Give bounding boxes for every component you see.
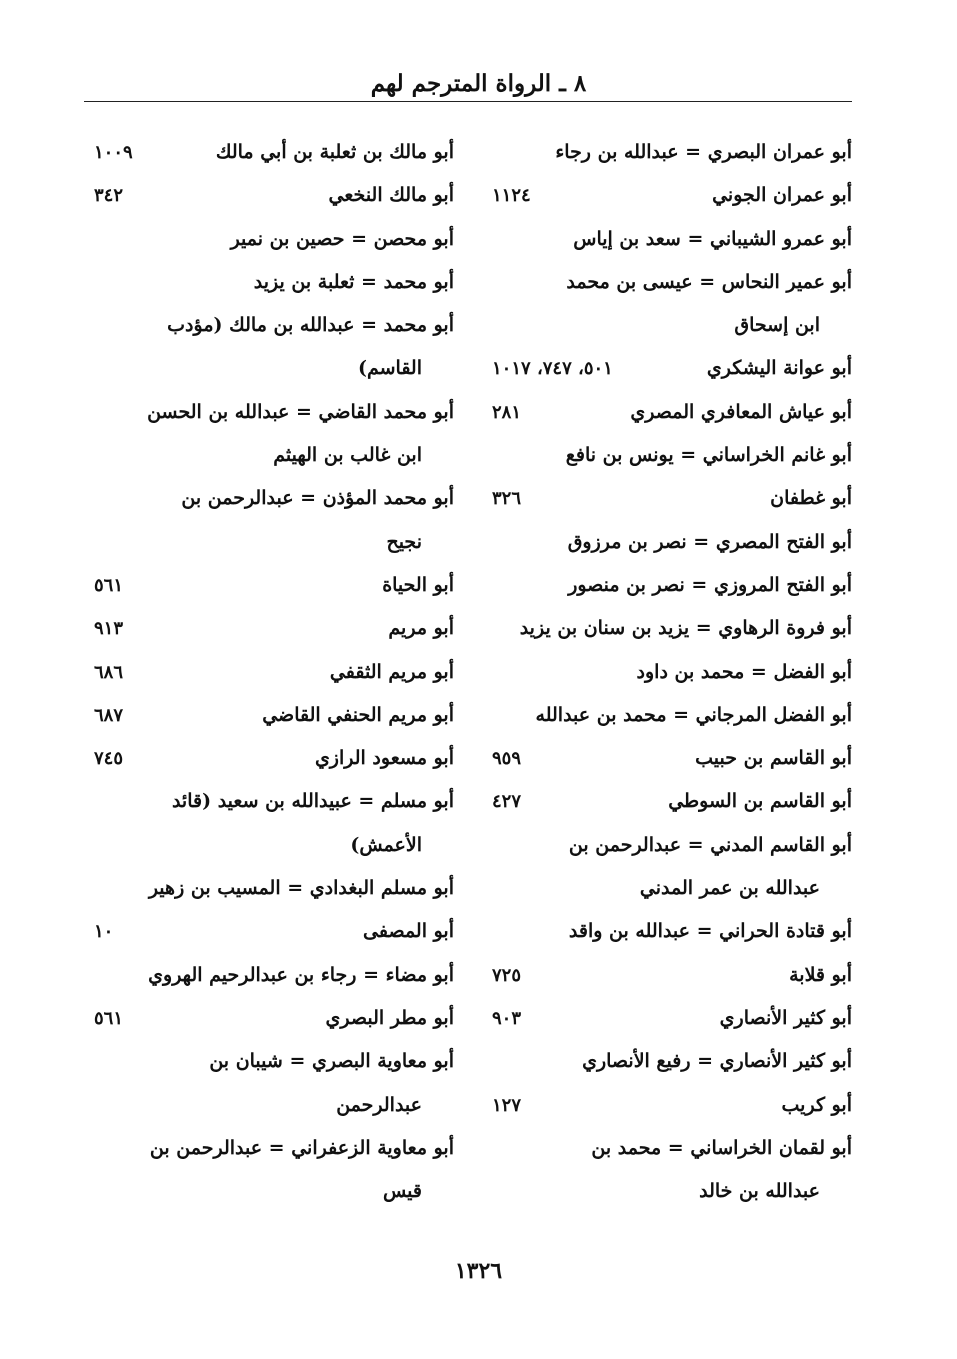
entry-name: أبو عمير النحاس = عيسى بن محمد: [566, 270, 852, 293]
index-entry: [72, 176, 454, 219]
entry-name: أبو مريم الثقفي: [329, 660, 454, 683]
entry-name: أبو مالك النخعي: [328, 184, 454, 207]
entry-page-ref: ٧٢٥: [492, 964, 522, 986]
entry-page-ref: ٩٥٩: [492, 748, 522, 770]
entry-name: أبو مريم الحنفي القاضي: [262, 703, 454, 726]
index-entry: [72, 306, 454, 349]
running-header-title: ٨ ـ الرواة المترجم لهم: [370, 70, 587, 97]
index-entry: [72, 956, 454, 999]
entry-name: أبو عمران الجوني: [712, 184, 852, 207]
index-entry: [470, 176, 852, 219]
entry-page-ref: ١٠٠٩: [94, 142, 133, 163]
entry-name: أبو عمرو الشيباني = سعد بن إياس: [573, 227, 852, 250]
index-entry: [72, 609, 454, 652]
index-entry: [470, 263, 852, 306]
entry-page-ref: ١٢٧: [492, 1094, 522, 1116]
entry-page-ref: ٦٨٧: [94, 704, 124, 726]
index-entry: [72, 912, 454, 955]
entry-name: أبو مسلم البغدادي = المسيب بن زهير: [148, 877, 454, 900]
index-entry: [72, 349, 454, 392]
entry-page-ref: ٩٠٣: [492, 1007, 522, 1029]
index-entry: [72, 133, 454, 176]
entry-name: أبو عوانة اليشكري: [706, 357, 852, 380]
index-entry: [470, 912, 852, 955]
index-entry: [470, 1129, 852, 1172]
entry-continuation: عبدالله بن عمر المدني: [639, 877, 820, 900]
index-entry: [470, 1172, 852, 1215]
index-entry: [72, 653, 454, 696]
entry-name: أبو كثير الأنصاري: [719, 1006, 852, 1029]
index-entry: [72, 999, 454, 1042]
index-entry: [72, 263, 454, 306]
index-entry: [470, 869, 852, 912]
entry-page-ref: ٥٦١: [94, 1007, 124, 1029]
entry-name: أبو القاسم بن السوطي: [668, 790, 852, 813]
index-entry: [470, 609, 852, 652]
index-entry: [72, 869, 454, 912]
index-entry: [470, 133, 852, 176]
index-entry: [72, 523, 454, 566]
index-entry: [470, 739, 852, 782]
entry-name: أبو غطفان: [770, 487, 852, 510]
entry-page-ref: ٥٦١: [94, 574, 124, 596]
entry-name: أبو محمد = ثعلبة بن يزيد: [253, 270, 454, 293]
entry-page-ref: ٣٢٦: [492, 488, 522, 510]
entry-name: أبو الفتح المصري = نصر بن مرزوق: [567, 530, 852, 553]
index-entry: [72, 1129, 454, 1172]
entry-name: أبو معاوية البصري = شيبان بن: [209, 1050, 454, 1073]
entry-page-ref: ٩١٣: [94, 618, 124, 640]
entry-name: أبو لقمان الخراساني = محمد بن: [591, 1136, 852, 1159]
entry-continuation: قيس: [382, 1180, 422, 1203]
entry-name: أبو مسعود الرازي: [314, 747, 454, 770]
entry-name: أبو غانم الخراساني = يونس بن نافع: [565, 444, 852, 467]
entry-name: أبو عمران البصري = عبدالله بن رجاء: [555, 141, 852, 163]
entry-page-ref: ٦٨٦: [94, 661, 124, 683]
entry-name: أبو مريم: [388, 617, 454, 640]
index-entry: [72, 1042, 454, 1085]
entry-name: أبو كريب: [781, 1093, 852, 1116]
index-entry: [470, 999, 852, 1042]
index-entry: [72, 739, 454, 782]
entry-name: أبو الفضل المرجاني = محمد بن عبدالله: [535, 703, 852, 726]
entry-continuation: نجيح: [386, 530, 422, 553]
header-rule: [84, 101, 852, 102]
index-entry: [470, 653, 852, 696]
index-entry: [470, 479, 852, 522]
entry-name: أبو مضاء = رجاء بن عبدالرحيم الهروي: [148, 963, 454, 986]
entry-name: أبو محمد القاضي = عبدالله بن الحسن: [147, 400, 454, 423]
index-entry: [72, 1086, 454, 1129]
entry-name: أبو محصن = حصين بن نمير: [230, 227, 454, 250]
entry-name: أبو القاسم المدني = عبدالرحمن بن: [568, 833, 852, 856]
entry-page-ref: ٤٢٧: [492, 791, 522, 813]
entry-continuation: القاسم): [357, 357, 422, 380]
entry-page-ref: ١٠: [94, 921, 114, 943]
index-entry: [470, 956, 852, 999]
page-number: ١٣٢٦: [454, 1258, 503, 1284]
entry-page-ref: ٧٤٥: [94, 748, 124, 770]
index-entry: [72, 436, 454, 479]
index-entry: [470, 523, 852, 566]
index-entry: [470, 393, 852, 436]
entry-name: أبو كثير الأنصاري = رفيع الأنصاري: [582, 1050, 852, 1073]
left-column: [72, 133, 454, 1215]
index-entry: [72, 696, 454, 739]
index-entry: [72, 1172, 454, 1215]
entry-page-ref: ١١٢٤: [492, 185, 531, 207]
entry-page-ref: ٥٠١، ٧٤٧، ١٠١٧: [492, 358, 613, 380]
entry-name: أبو معاوية الزعفراني = عبدالرحمن بن: [149, 1136, 454, 1159]
index-entry: [470, 566, 852, 609]
entry-name: أبو المصفى: [363, 920, 454, 943]
entry-name: أبو عياش المعافري المصري: [630, 400, 852, 423]
right-column: [470, 133, 852, 1215]
entry-name: أبو الفضل = محمد بن داود: [636, 660, 852, 683]
index-entry: [470, 436, 852, 479]
index-entry: [72, 393, 454, 436]
index-entry: [72, 566, 454, 609]
entry-name: أبو قلابة: [789, 963, 852, 986]
entry-continuation: عبدالله بن خالد: [699, 1180, 820, 1203]
index-entry: [470, 1086, 852, 1129]
index-entry: [72, 479, 454, 522]
entry-continuation: ابن إسحاق: [734, 314, 820, 337]
entry-name: أبو مسلم = عبيدالله بن سعيد (قائد: [171, 790, 454, 813]
index-entry: [72, 220, 454, 263]
entry-name: أبو القاسم بن حبيب: [695, 747, 852, 770]
entry-page-ref: ٢٨١: [492, 401, 522, 423]
entry-name: أبو قتادة الحراني = عبدالله بن واقد: [568, 920, 852, 943]
index-entry: [470, 349, 852, 392]
entry-name: أبو مالك بن ثعلبة بن أبي مالك: [215, 141, 454, 163]
entry-continuation: الأعمش): [350, 833, 422, 856]
index-entry: [470, 220, 852, 263]
entry-page-ref: ٣٤٢: [94, 185, 124, 207]
entry-name: أبو مطر البصري: [325, 1006, 454, 1029]
entry-name: أبو الفتح المروزي = نصر بن منصور: [568, 573, 852, 596]
index-entry: [470, 1042, 852, 1085]
index-entry: [470, 826, 852, 869]
index-entry: [470, 782, 852, 825]
entry-continuation: عبدالرحمن: [336, 1093, 422, 1116]
entry-name: أبو محمد = عبدالله بن مالك (مؤدب: [167, 314, 454, 337]
entry-name: أبو الحياة: [382, 573, 454, 596]
index-entry: [470, 696, 852, 739]
entry-name: أبو محمد المؤذن = عبدالرحمن بن: [181, 487, 454, 510]
entry-name: أبو فروة الرهاوي = يزيد بن سنان بن يزيد: [519, 617, 852, 640]
entry-continuation: ابن غالب بن الهيثم: [273, 444, 422, 467]
index-entry: [72, 782, 454, 825]
index-entry: [72, 826, 454, 869]
index-entry: [470, 306, 852, 349]
